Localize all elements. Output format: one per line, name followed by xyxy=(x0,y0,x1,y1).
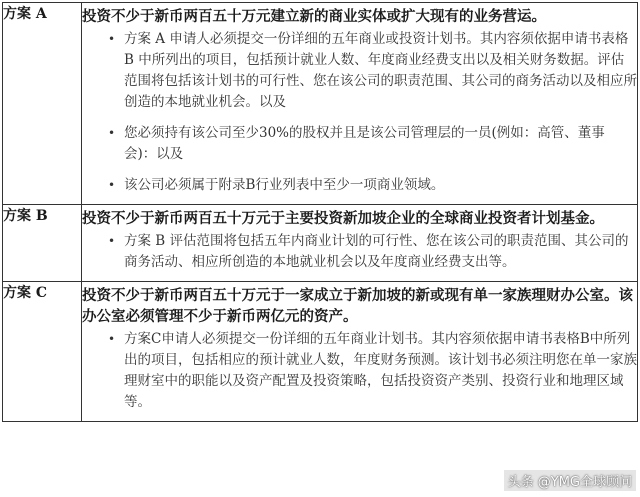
bullet-icon: • xyxy=(108,234,116,248)
plan-row-c xyxy=(3,282,638,422)
plan-body-a xyxy=(82,3,638,205)
requirement-list-a xyxy=(82,29,637,196)
plan-row-a xyxy=(3,3,638,205)
plan-body-c xyxy=(82,282,638,422)
list-item xyxy=(108,29,637,113)
list-item xyxy=(108,175,637,196)
plans-table xyxy=(2,2,638,422)
list-item xyxy=(108,231,637,273)
list-item xyxy=(108,329,637,413)
bullet-icon: • xyxy=(108,126,116,140)
plan-body-b xyxy=(82,205,638,282)
plan-headline-a: 投资不少于新币两百五十万元建立新的商业实体或扩大现有的业务营运。 xyxy=(82,8,546,25)
requirement-text: 方案 B 评估范围将包括五年内商业计划的可行性、您在该公司的职责范围、其公司的商务活动、相应所创造的本地就业机会以及年度商业经费支出等。 xyxy=(124,233,629,270)
requirement-list-b xyxy=(82,231,637,273)
list-item xyxy=(108,123,637,165)
requirement-text: 方案 A 申请人必须提交一份详细的五年商业或投资计划书。其内容须依据申请书表格 B 中所列出的项目，包括预计就业人数、年度商业经费支出以及相关财务数据。评估范围将包括该计划书的可行性、您在该公司的职责范围、其公司的商务活动以及相应所创造的本地就业机会。以及 xyxy=(124,31,637,110)
requirement-text: 方案C申请人必须提交一份详细的五年商业计划书。其内容须依据申请书表格B中所列出的项目，包括相应的预计就业人数，年度财务预测。该计划书必须注明您在单一家族理财室中的职能以及资产配置及投资策略，包括投资资产类别、投资行业和地理区域等。 xyxy=(124,331,637,410)
bullet-icon: • xyxy=(108,178,116,192)
plan-name-a: 方案 A xyxy=(3,3,82,205)
requirement-text: 该公司必须属于附录B行业列表中至少一项商业领域。 xyxy=(124,177,445,193)
bullet-icon: • xyxy=(108,32,116,46)
watermark: 头条 @YMG全球顾问 xyxy=(504,470,636,491)
requirement-text: 您必须持有该公司至少30%的股权并且是该公司管理层的一员(例如：高管、董事会)：以及 xyxy=(124,125,605,162)
plan-name-c: 方案 C xyxy=(3,282,82,422)
requirement-list-c xyxy=(82,329,637,413)
plan-headline-b: 投资不少于新币两百五十万元于主要投资新加坡企业的全球商业投资者计划基金。 xyxy=(82,210,604,227)
plan-row-b xyxy=(3,205,638,282)
bullet-icon: • xyxy=(108,332,116,346)
plan-name-b: 方案 B xyxy=(3,205,82,282)
plan-headline-c: 投资不少于新币两百五十万元于一家成立于新加坡的新或现有单一家族理财办公室。该办公室必须管理不少于新币两亿元的资产。 xyxy=(82,287,633,325)
